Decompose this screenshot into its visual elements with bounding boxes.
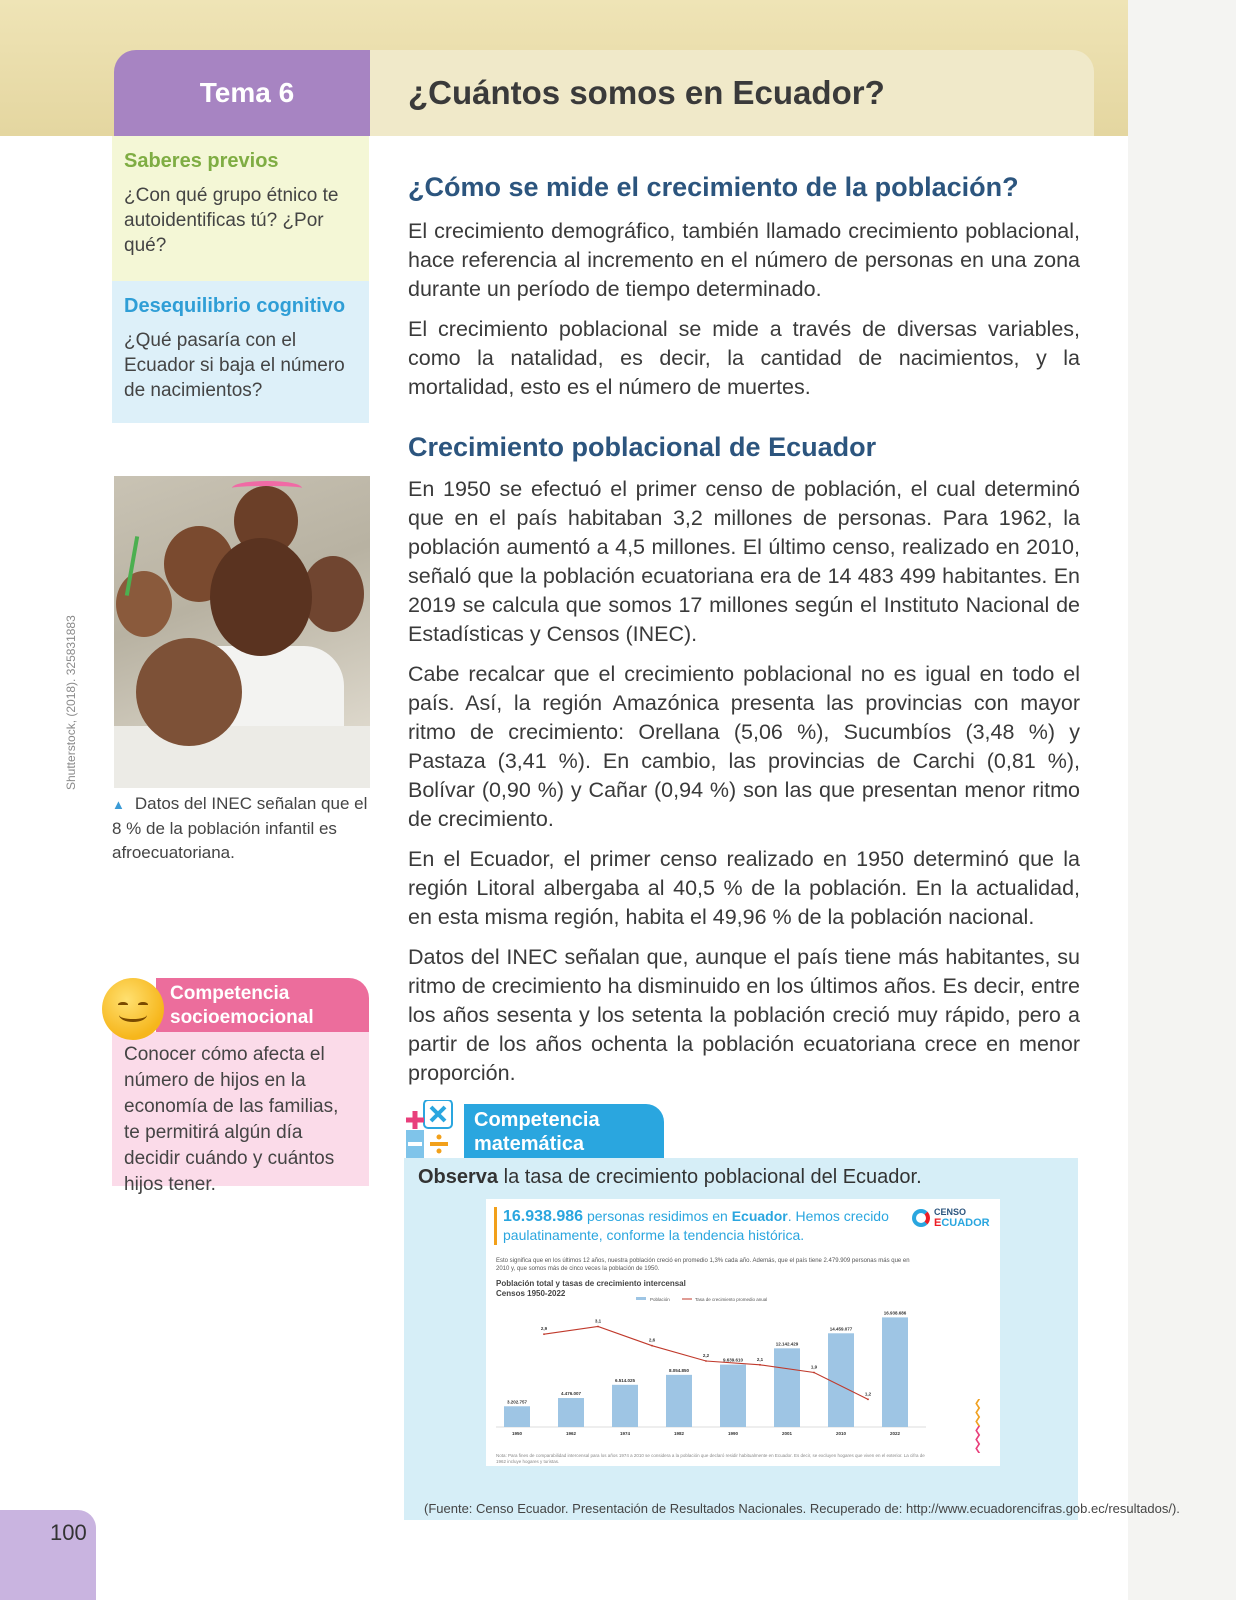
bar-1990 — [720, 1365, 746, 1427]
legend-label-rate: Tasa de crecimiento promedio anual — [695, 1297, 768, 1302]
math-operators-icon — [404, 1100, 464, 1160]
chevron-decoration: ❮ ❮ ❮ ❮ ❮ ❮ — [974, 1398, 982, 1453]
rate-point-3 — [705, 1360, 707, 1362]
legend-label-population: Población — [650, 1297, 670, 1302]
matematica-lead: Observa la tasa de crecimiento poblacional del Ecuador. — [418, 1166, 922, 1188]
bar-1950 — [504, 1406, 530, 1427]
bar-1982 — [666, 1375, 692, 1427]
rate-label-5: 1,9 — [810, 1364, 818, 1370]
x-tick-2022: 2022 — [889, 1431, 901, 1436]
bar-label-2022: 16.938.686 — [883, 1310, 907, 1316]
photo-credit: Shutterstock, (2018). 325831883 — [64, 615, 78, 790]
x-tick-1974: 1974 — [619, 1431, 631, 1436]
children-photo — [114, 476, 370, 788]
section2-paragraph-3: En el Ecuador, el primer censo realizado en 1950 determinó que la región Litoral albergaba al 40,5 % de la población. En la actualidad, en esta misma región, habita el 49,96 % de la población nacional. — [408, 847, 1080, 929]
infographic-headline: 16.938.986 personas residimos en Ecuador. Hemos crecido paulatinamente, conforme la tendencia histórica. — [494, 1207, 904, 1245]
main-content — [408, 172, 1080, 1088]
competencia-socioemocional — [112, 978, 369, 1210]
rate-label-4: 2,1 — [756, 1356, 764, 1362]
rate-point-1 — [597, 1326, 599, 1328]
rate-line — [544, 1327, 868, 1400]
section2-paragraph-1: En 1950 se efectuó el primer censo de población, el cual determinó que en el país habitaban 3,2 millones de personas. Para 1962, la población aumentó a 4,5 millones. El último censo, realizado en 2010, señaló que la población ecuatoriana era de 14 483 499 habitantes. En 2019 se calcula que somos 17 millones según el Instituto Nacional de Estadísticas y Censos (INEC). — [408, 477, 1080, 646]
desequilibrio-title: Desequilibrio cognitivo — [124, 295, 346, 317]
rate-label-1: 3,1 — [594, 1318, 602, 1324]
bar-2001 — [774, 1348, 800, 1427]
rate-label-0: 2,9 — [540, 1326, 548, 1332]
x-tick-1990: 1990 — [727, 1431, 739, 1436]
socio-title: Competencia socioemocional — [156, 978, 369, 1032]
bar-label-1950: 3.202.757 — [506, 1399, 528, 1405]
tema-tab — [114, 50, 370, 136]
bar-label-2001: 12.142.429 — [775, 1341, 799, 1347]
socio-text: Conocer cómo afecta el número de hijos en la economía de las familias, te permitirá algún día decidir cuándo y cuántos hijos tener. — [112, 1032, 369, 1186]
triangle-icon: ▲ — [112, 797, 125, 812]
censo-ecuador-logo: CENSO ECUADOR — [912, 1205, 998, 1233]
rate-point-0 — [543, 1333, 545, 1335]
census-infographic — [486, 1199, 1000, 1466]
bar-label-1990: 9.639.610 — [722, 1357, 744, 1363]
bar-label-2010: 14.459.077 — [829, 1326, 853, 1332]
section1-title: ¿Cómo se mide el crecimiento de la población? — [408, 172, 1019, 202]
bar-1962 — [558, 1398, 584, 1427]
saberes-previos-box — [112, 136, 369, 281]
rate-point-2 — [651, 1345, 653, 1347]
chart-title: Población total y tasas de crecimiento intercensal Censos 1950-2022 — [496, 1279, 686, 1298]
bar-label-1962: 4.476.007 — [560, 1391, 582, 1397]
title-bar — [370, 50, 1094, 136]
rate-label-3: 2,2 — [702, 1353, 710, 1358]
bar-2022 — [882, 1317, 908, 1427]
population-chart — [486, 1295, 966, 1451]
page-edge — [1128, 0, 1236, 1600]
bar-label-1982: 8.054.850 — [668, 1367, 690, 1373]
legend-swatch-population — [636, 1297, 646, 1300]
chart-note: Nota: Para fines de comparabilidad intercensal para los años 1974 a 2010 se considera a la población que declaró residir habitualmente en Ecuador. Es decir, se excluyen hogares que viven en el exterior. La cifra de 1962 incluye hogares y turistas. — [496, 1453, 925, 1464]
rate-point-5 — [813, 1372, 815, 1374]
section2-paragraph-2: Cabe recalcar que el crecimiento poblacional no es igual en todo el país. Así, la región Amazónica presenta las provincias con mayor ritmo de crecimiento: Orellana (5,06 %), Sucumbíos (3,48 %) y Pastaza (3,41 %). En cambio, las provincias de Carchi (0,81 %), Bolívar (0,90 %) y Cañar (0,94 %) son las que presentan menor ritmo de crecimiento. — [408, 662, 1080, 831]
smiley-icon — [102, 978, 164, 1040]
saberes-text: ¿Con qué grupo étnico te autoidentificas tú? ¿Por qué? — [124, 185, 339, 256]
bar-1974 — [612, 1385, 638, 1427]
section2-paragraph-4: Datos del INEC señalan que, aunque el país tiene más habitantes, su ritmo de crecimiento ha disminuido en los últimos años. Es decir, entre los años sesenta y los setenta la población creció muy rápido, pero a partir de los años ochenta la población ecuatoriana crece en menor proporción. — [408, 945, 1080, 1085]
rate-point-6 — [867, 1398, 869, 1400]
tema-label: Tema 6 — [199, 77, 295, 108]
photo-caption: ▲ Datos del INEC señalan que el 8 % de la población infantil es afroecuatoriana. — [112, 794, 368, 862]
section1-paragraph-1: El crecimiento demográfico, también llamado crecimiento poblacional, hace referencia al incremento en el número de personas en una zona durante un período de tiempo determinado. — [408, 219, 1080, 301]
infographic-small-text: Esto significa que en los últimos 12 años, nuestra población creció en promedio 1,3% cada año. Además, que el país tiene 2.479.909 personas más que en 2010 y, que somos más de cinco veces la población de 1950. — [496, 1258, 910, 1272]
desequilibrio-text: ¿Qué pasaría con el Ecuador si baja el número de nacimientos? — [124, 330, 345, 401]
matematica-title: Competencia matemática — [464, 1104, 664, 1158]
bar-label-1974: 6.514.025 — [614, 1377, 636, 1383]
rate-label-6: 1,2 — [864, 1391, 872, 1397]
desequilibrio-box — [112, 281, 369, 423]
x-tick-1962: 1962 — [565, 1431, 577, 1436]
x-tick-2001: 2001 — [781, 1431, 793, 1436]
x-tick-2010: 2010 — [835, 1431, 847, 1436]
saberes-title: Saberes previos — [124, 150, 279, 172]
x-tick-1950: 1950 — [511, 1431, 523, 1436]
rate-point-4 — [759, 1364, 761, 1366]
section1-paragraph-2: El crecimiento poblacional se mide a través de diversas variables, como la natalidad, es decir, la cantidad de nacimientos, y la mortalidad, esto es el número de muertes. — [408, 317, 1080, 399]
page-title: ¿Cuántos somos en Ecuador? — [408, 74, 885, 111]
page-number: 100 — [50, 1520, 87, 1545]
x-tick-1982: 1982 — [673, 1431, 685, 1436]
source-citation: (Fuente: Censo Ecuador. Presentación de Resultados Nacionales. Recuperado de: http://www.ecuadorencifras.gob.ec/resultados/). — [424, 1501, 1180, 1516]
rate-label-2: 2,6 — [648, 1337, 656, 1343]
bar-2010 — [828, 1333, 854, 1427]
section2-title: Crecimiento poblacional de Ecuador — [408, 432, 877, 462]
